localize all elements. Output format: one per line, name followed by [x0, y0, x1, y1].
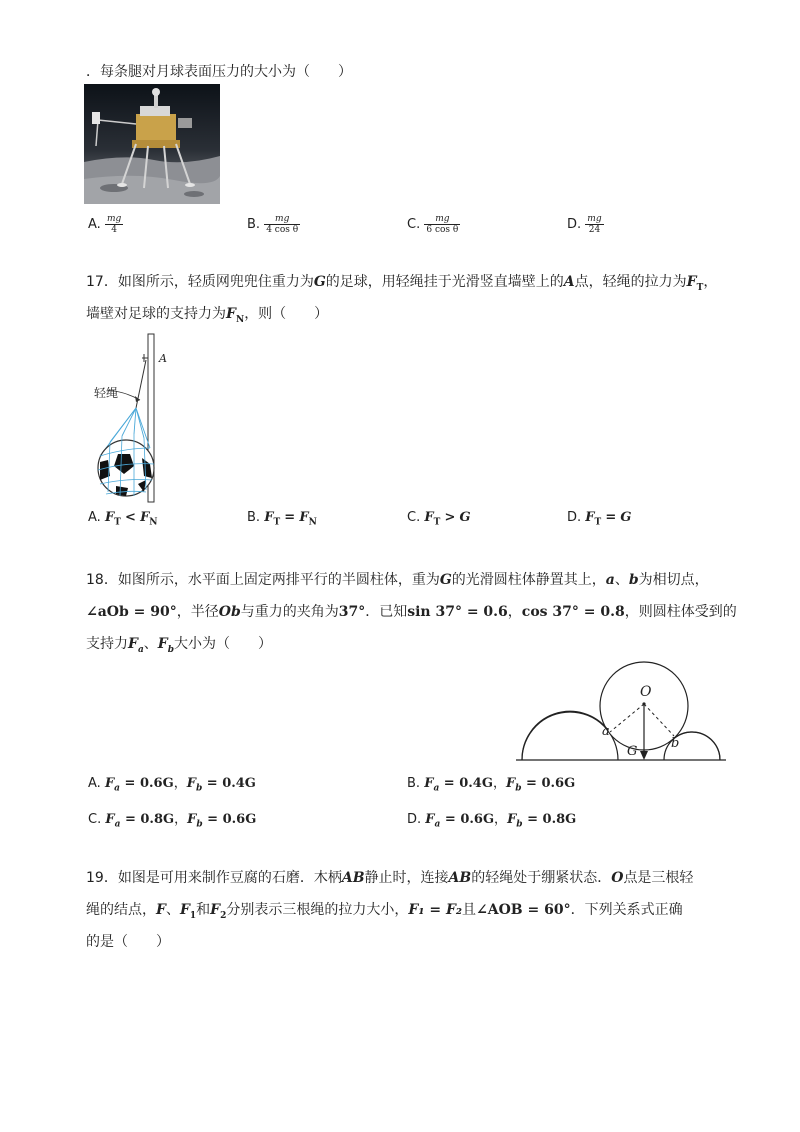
q16-option-b[interactable]: B. $\frac{mg}{\text{4 cos θ}}$ [247, 214, 299, 235]
cylinder-figure [512, 660, 730, 764]
q16-option-c[interactable]: C. $\frac{mg}{\text{6 cos θ}}$ [407, 214, 459, 235]
q18-option-a[interactable]: A. $F_a = 0.6G$，$F_b = 0.4G$ [88, 776, 256, 794]
fraction: $\frac{mg}{\text{4 cos θ}}$ [266, 214, 299, 235]
q18-option-c[interactable]: C. $F_a = 0.8G$，$F_b = 0.6G$ [88, 812, 257, 830]
fraction: $\frac{mg}{4}$ [106, 214, 122, 235]
q17-option-b[interactable]: B. $F_T = F_N$ [247, 510, 317, 528]
q16-stem: ．每条腿对月球表面压力的大小为（ ） [86, 64, 352, 80]
q18-option-b[interactable]: B. $F_a = 0.4G$，$F_b = 0.6G$ [407, 776, 576, 794]
q17-option-a[interactable]: A. $F_T < F_N$ [88, 510, 158, 528]
fig-gravity-g: G [627, 744, 638, 759]
fig-center-o: O [640, 684, 652, 700]
q16-option-a[interactable]: A. $\frac{mg}{4}$ [88, 214, 122, 235]
lunar-lander-image [84, 84, 220, 204]
q18-option-d[interactable]: D. $F_a = 0.6G$，$F_b = 0.8G$ [407, 812, 577, 830]
fig-rope-label: 轻绳 [94, 386, 119, 400]
q17-option-c[interactable]: C. $F_T > G$ [407, 510, 471, 528]
q18-stem-line2: ∠aOb = 90°，半径Ob与重力的夹角为37°．已知sin 37° = 0.6，cos 37° = 0.8，则圆柱体受到的 [86, 604, 737, 620]
fig-point-a: a [602, 724, 610, 739]
fig-point-b: b [671, 736, 680, 751]
q19-stem-line3: 的是（ ） [86, 934, 170, 950]
q17-stem-line1: 17．如图所示，轻质网兜兜住重力为G的足球，用轻绳挂于光滑竖直墙壁上的A点，轻绳的拉力为$F_T$， [86, 274, 718, 293]
fraction: $\frac{mg}{24}$ [587, 214, 602, 235]
fig-point-a-label: A [159, 352, 167, 365]
q18-stem-line1: 18．如图所示，水平面上固定两排平行的半圆柱体，重为G的光滑圆柱体静置其上，a、b为相切点， [86, 572, 709, 588]
q19-stem-line2: 绳的结点，F、$F_1$和$F_2$分别表示三根绳的拉力大小，F₁ = F₂且∠AOB = 60°．下列关系式正确 [86, 902, 683, 921]
q17-option-d[interactable]: D. $F_T = G$ [567, 510, 632, 528]
q17-stem-line2: 墙壁对足球的支持力为$F_N$，则（ ） [86, 306, 329, 325]
q16-option-d[interactable]: D. $\frac{mg}{24}$ [567, 214, 602, 235]
q18-stem-line3: 支持力$F_a$、$F_b$大小为（ ） [86, 636, 273, 655]
q19-stem-line1: 19．如图是可用来制作豆腐的石磨．木柄AB静止时，连接AB的轻绳处于绷紧状态．O点是三根轻 [86, 870, 694, 886]
fraction: $\frac{mg}{\text{6 cos θ}}$ [426, 214, 459, 235]
